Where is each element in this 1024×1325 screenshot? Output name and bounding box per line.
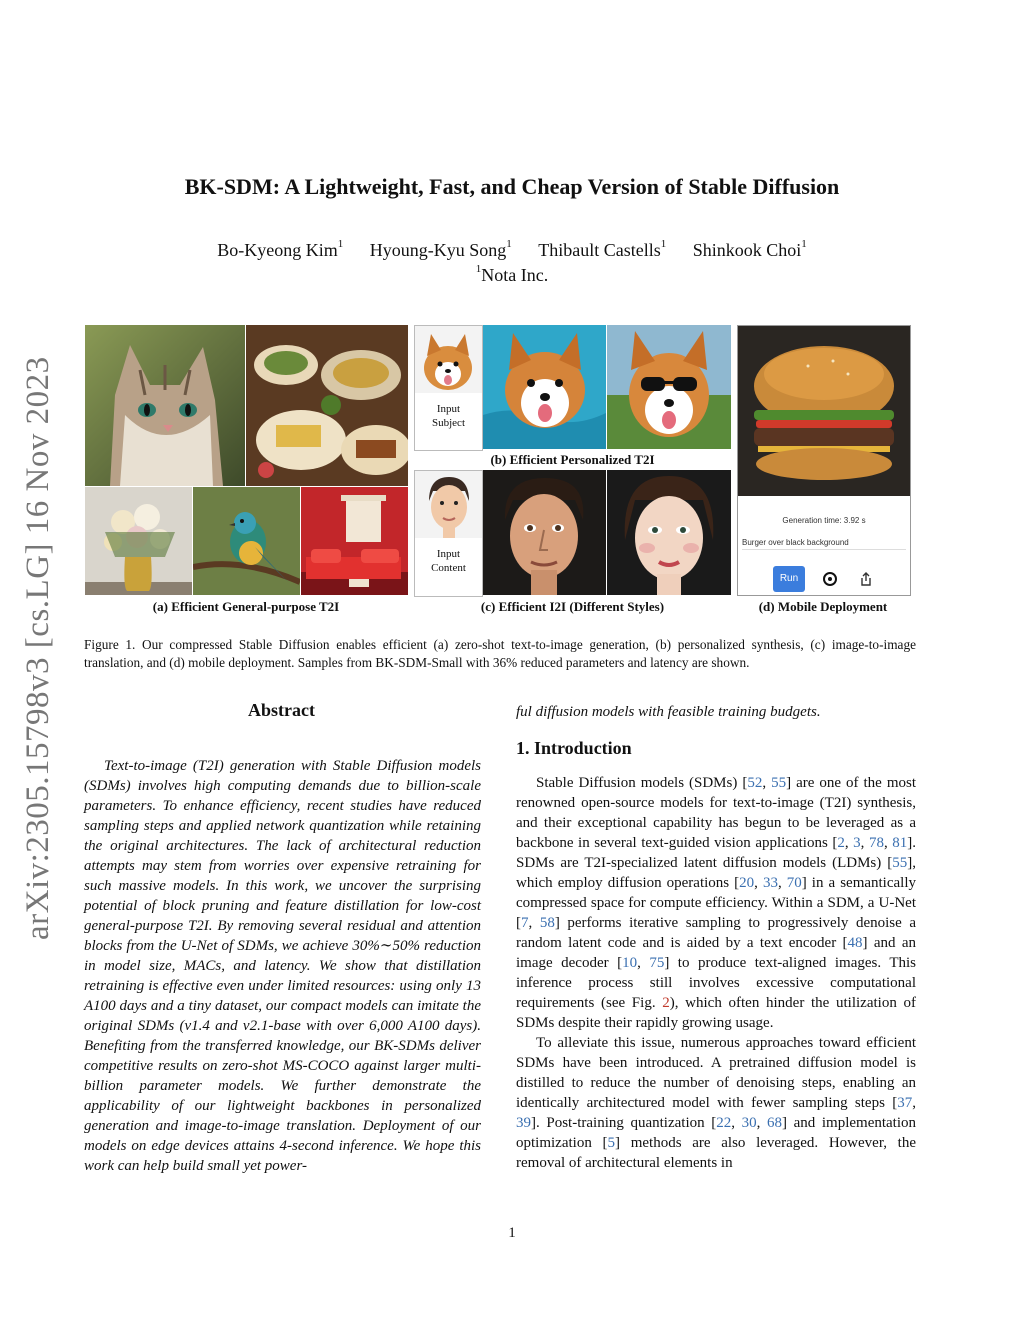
text-run: ] in a semantically compressed space for compute efficiency. Within a SDM, a U-Net [: [516, 875, 917, 931]
abstract-continuation: ful diffusion models with feasible training budgets.: [516, 704, 821, 720]
run-button[interactable]: Run: [773, 566, 805, 592]
text-run: ,: [754, 875, 763, 891]
citation-link[interactable]: 48: [847, 935, 863, 951]
text-run: ,: [731, 1115, 742, 1131]
arxiv-stamp: arXiv:2305.15798v3 [cs.LG] 16 Nov 2023: [20, 356, 56, 940]
figure-caption: Figure 1. Our compressed Stable Diffusion enables efficient (a) zero-shot text-to-image generation, (b) personalized synthesis, (c) image-to-image translation, and (d) mobile deployment. Samples from BK-SDM-Small with 36% reduced parameters and latency are shown.: [84, 637, 916, 670]
citation-link[interactable]: 78: [868, 835, 884, 851]
citation-link[interactable]: 30: [741, 1115, 757, 1131]
input-content-panel: [414, 470, 483, 597]
citation-link[interactable]: 7: [521, 915, 529, 931]
paper-title: BK-SDM: A Lightweight, Fast, and Cheap Version of Stable Diffusion: [184, 174, 840, 199]
text-run: ] to produce text-aligned images. This inference process still involves excessive computational requirements (see Fig.: [516, 955, 916, 1011]
text-run: ,: [912, 1095, 916, 1111]
introduction-paragraph-1: [516, 773, 916, 1033]
citation-link[interactable]: 22: [716, 1115, 732, 1131]
red-room-image: [301, 487, 408, 595]
citation-link[interactable]: 5: [607, 1135, 616, 1151]
abstract-body: [84, 756, 481, 1176]
citation-link[interactable]: 10: [622, 955, 638, 971]
citation-link[interactable]: 55: [771, 775, 787, 791]
input-subject-label-line1: Input: [436, 403, 461, 415]
text-run: ), which often hinder the utilization of SDMs despite their rapidly growing usage.: [516, 995, 916, 1031]
flowers-image: [85, 487, 192, 595]
dog-sunglasses-image: [607, 325, 731, 449]
text-run: ,: [777, 875, 787, 891]
text-run: ,: [762, 775, 772, 791]
text-run: ,: [756, 1115, 767, 1131]
abstract-heading: Abstract: [248, 700, 315, 720]
text-run: ,: [844, 835, 854, 851]
text-run: ] and an image decoder [: [516, 935, 917, 971]
citation-link[interactable]: 2: [837, 835, 845, 851]
affiliation: $^1$Nota Inc.: [475, 263, 549, 285]
gear-icon: [822, 571, 838, 587]
settings-button[interactable]: [822, 571, 838, 587]
panel-c-label: (c) Efficient I2I (Different Styles): [480, 599, 665, 614]
prompt-input[interactable]: Burger over black background: [742, 538, 906, 550]
author: Hyoung-Kyu Song$^1$: [369, 238, 512, 260]
woman-portrait-image: [607, 470, 731, 595]
text-run: Stable Diffusion models (SDMs) [: [536, 775, 748, 791]
citation-link[interactable]: 55: [892, 855, 908, 871]
text-run: ] and implementation optimization [: [516, 1115, 917, 1151]
abstract-text: Text-to-image (T2I) generation with Stable Diffusion models (SDMs) involves high computing demands due to billion-scale parameters. To enhance efficiency, recent studies have reduced sampling steps and applied network quantization while retaining the original architectures. The lack of architectural reduction attempts may stem from worries over expensive retraining for such massive models. In this work, we uncover the surprising potential of block pruning and feature distillation for low-cost general-purpose T2I. By removing several residual and attention blocks from the U-Net of SDMs, we achieve 30%∼50% reduction in model size, MACs, and latency. We show that distillation retraining is effective even under limited resources: using only 13 A100 days and a tiny dataset, our compact models can imitate the original SDMs (v1.4 and v2.1-base with over 6,000 A100 days). Benefiting from the transferred knowledge, our BK-SDMs deliver competitive results on zero-shot MS-COCO against larger multi-billion parameter models. We further demonstrate the applicability of our lightweight backbones in personalized generation and image-to-image translation. Deployment of our models on edge devices attains 4-second inference. We hope this work can help build small yet power-: [84, 758, 481, 1174]
citation-link[interactable]: 70: [786, 875, 802, 891]
citation-link[interactable]: 58: [539, 915, 555, 931]
text-run: ]. SDMs are T2I-specialized latent diffusion models (LDMs) [: [516, 835, 916, 871]
text-run: ] performs iterative sampling to progressively denoise a random latent code and is aided by a text encoder [: [516, 915, 916, 951]
text-run: ,: [860, 835, 869, 851]
citation-link[interactable]: 39: [516, 1115, 531, 1131]
text-run: ,: [883, 835, 893, 851]
page-number: 1: [508, 1225, 516, 1241]
text-run: ] methods are also leveraged. However, the removal of architectural elements in: [516, 1135, 916, 1171]
input-subject-label-line2: Subject: [432, 417, 465, 429]
citation-link[interactable]: 3: [853, 835, 861, 851]
figure-1: [84, 324, 916, 616]
introduction-heading: 1. Introduction: [516, 738, 632, 758]
author-list: [0, 240, 1024, 261]
share-icon: [858, 571, 874, 587]
text-run: ] are one of the most renowned open-source models for text-to-image (T2I) synthesis, and their exceptional capability has begun to be leveraged as a backbone in several text-guided vision applications [: [516, 775, 916, 851]
input-content-label-line1: Input: [436, 548, 461, 560]
panel-b-label: (b) Efficient Personalized T2I: [490, 452, 655, 467]
text-run: ], which employ diffusion operations [: [516, 855, 916, 891]
text-run: ,: [637, 955, 650, 971]
burger-image: [738, 326, 910, 496]
food-image: [246, 325, 408, 486]
panel-a-label: (a) Efficient General-purpose T2I: [152, 599, 340, 614]
input-subject-dog-image: [415, 326, 482, 393]
citation-link[interactable]: 20: [739, 875, 755, 891]
figure-reference-link[interactable]: 2: [662, 995, 670, 1011]
text-run: ,: [528, 915, 540, 931]
text-run: ]. Post-training quantization [: [531, 1115, 717, 1131]
citation-link[interactable]: 52: [747, 775, 763, 791]
citation-link[interactable]: 75: [649, 955, 665, 971]
generation-time-label: Generation time: 3.92 s: [782, 516, 866, 525]
author: Thibault Castells$^1$: [538, 238, 667, 260]
input-content-face-image: [415, 471, 482, 538]
cat-image: [85, 325, 245, 486]
author: Bo-Kyeong Kim$^1$: [217, 238, 344, 260]
input-content-label-line2: Content: [431, 562, 466, 574]
citation-link[interactable]: 68: [766, 1115, 782, 1131]
panel-d-label: (d) Mobile Deployment: [758, 599, 888, 614]
man-portrait-image: [483, 470, 606, 595]
citation-link[interactable]: 33: [762, 875, 778, 891]
citation-link[interactable]: 81: [892, 835, 908, 851]
share-button[interactable]: [858, 571, 874, 587]
text-run: To alleviate this issue, numerous approaches toward efficient SDMs have been introduced. A pretrained diffusion model is distilled to reduce the number of denoising steps, enabling an identically architectured model with fewer sampling steps [: [516, 1035, 916, 1111]
dog-pool-image: [483, 325, 606, 449]
citation-link[interactable]: 37: [897, 1095, 913, 1111]
input-subject-panel: [414, 325, 483, 451]
author: Shinkook Choi$^1$: [692, 238, 807, 260]
bird-image: [193, 487, 300, 595]
introduction-paragraph-2: [516, 1033, 916, 1173]
introduction-body: [516, 773, 916, 1173]
mobile-screen: [737, 325, 911, 596]
